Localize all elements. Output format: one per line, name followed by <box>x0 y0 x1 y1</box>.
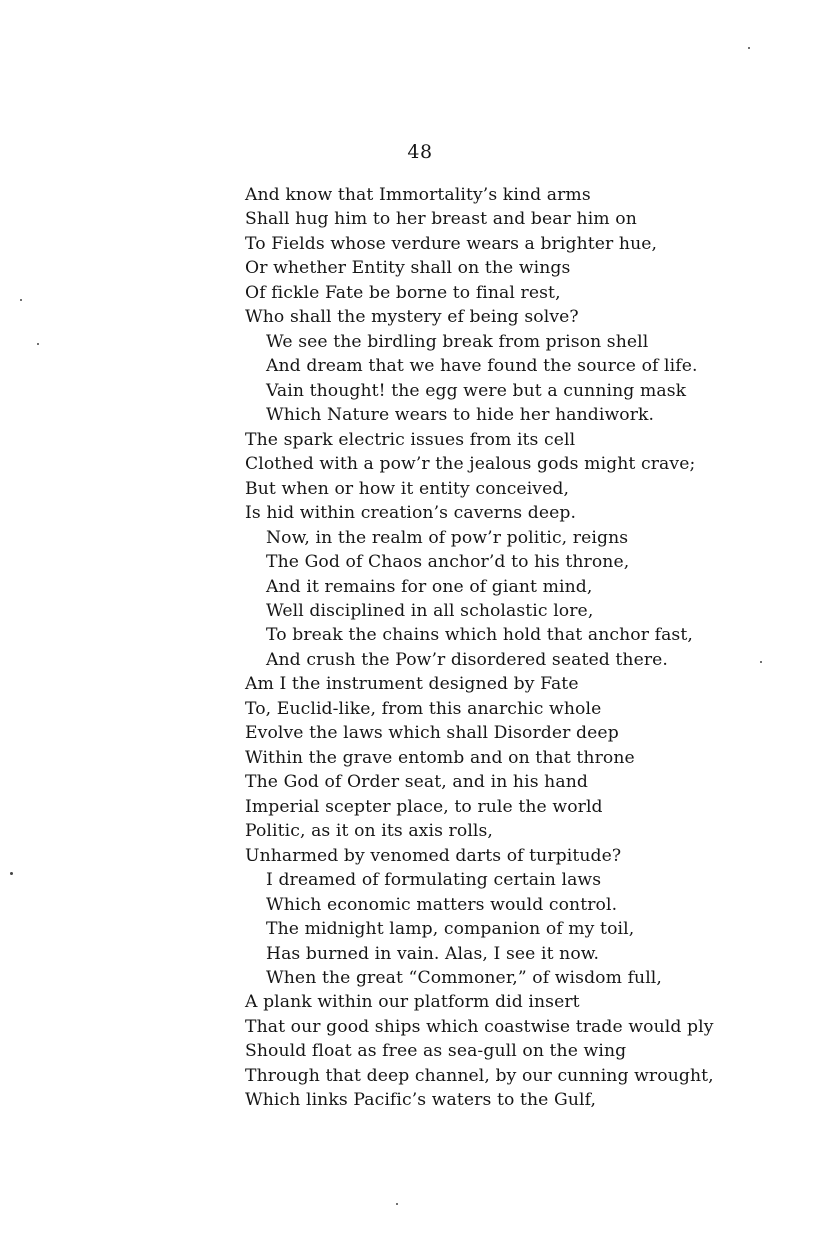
poem-line: Clothed with a pow’r the jealous gods might crave; <box>245 454 696 475</box>
poem-line: Am I the instrument designed by Fate <box>245 674 579 695</box>
poem-line: Which links Pacific’s waters to the Gulf, <box>245 1090 597 1111</box>
poem-line: We see the birdling break from prison shell <box>266 331 649 352</box>
poem-line: A plank within our platform did insert <box>245 992 580 1013</box>
poem-line: And dream that we have found the source of life. <box>266 356 698 377</box>
poem-line: Evolve the laws which shall Disorder deep <box>245 723 619 744</box>
poem-line: And it remains for one of giant mind, <box>266 576 593 597</box>
scan-speck <box>37 343 39 345</box>
poem-line: The God of Chaos anchor’d to his throne, <box>266 552 630 573</box>
poem-line: Within the grave entomb and on that throne <box>245 747 635 768</box>
scan-speck <box>396 1203 398 1205</box>
poem-body <box>245 183 805 1113</box>
poem-line: Is hid within creation’s caverns deep. <box>245 503 577 524</box>
scan-speck <box>760 661 762 663</box>
poem-line: Has burned in vain. Alas, I see it now. <box>266 943 600 964</box>
poem-line: And crush the Pow’r disordered seated there. <box>266 649 668 670</box>
poem-line: To break the chains which hold that anchor fast, <box>266 625 693 646</box>
poem-line: Imperial scepter place, to rule the world <box>245 796 603 817</box>
poem-line: Now, in the realm of pow’r politic, reigns <box>266 527 629 548</box>
poem-line: The midnight lamp, companion of my toil, <box>266 919 635 940</box>
poem-line: The spark electric issues from its cell <box>245 429 576 450</box>
poem-line: I dreamed of formulating certain laws <box>266 870 602 891</box>
poem-line: Vain thought! the egg were but a cunning mask <box>266 380 687 401</box>
poem-line: Unharmed by venomed darts of turpitude? <box>245 845 622 866</box>
poem-line: That our good ships which coastwise trade would ply <box>245 1016 714 1037</box>
scan-speck <box>10 872 13 875</box>
poem-line: Who shall the mystery ef being solve? <box>245 307 579 328</box>
poem-line: And know that Immortality’s kind arms <box>245 185 591 205</box>
scan-speck <box>748 47 750 49</box>
scan-speck <box>20 299 22 301</box>
page-number: 48 <box>407 141 433 163</box>
poem-line: But when or how it entity conceived, <box>245 478 570 499</box>
poem-line: Which economic matters would control. <box>266 894 618 915</box>
poem-line: Or whether Entity shall on the wings <box>245 258 571 279</box>
poem-line: To Fields whose verdure wears a brighter hue, <box>245 233 658 254</box>
poem-line: Of fickle Fate be borne to final rest, <box>245 282 561 303</box>
poem-line: To, Euclid-like, from this anarchic whole <box>245 698 602 719</box>
poem-line: The God of Order seat, and in his hand <box>245 772 588 793</box>
poem-line: When the great “Commoner,” of wisdom full, <box>266 968 662 988</box>
poem-line: Which Nature wears to hide her handiwork. <box>266 405 655 426</box>
poem-line: Well disciplined in all scholastic lore, <box>266 600 594 621</box>
poem-line: Through that deep channel, by our cunning wrought, <box>245 1065 714 1086</box>
poem-line: Politic, as it on its axis rolls, <box>245 821 493 842</box>
poem-line: Shall hug him to her breast and bear him on <box>245 209 637 230</box>
poem-line: Should float as free as sea-gull on the wing <box>245 1041 627 1062</box>
